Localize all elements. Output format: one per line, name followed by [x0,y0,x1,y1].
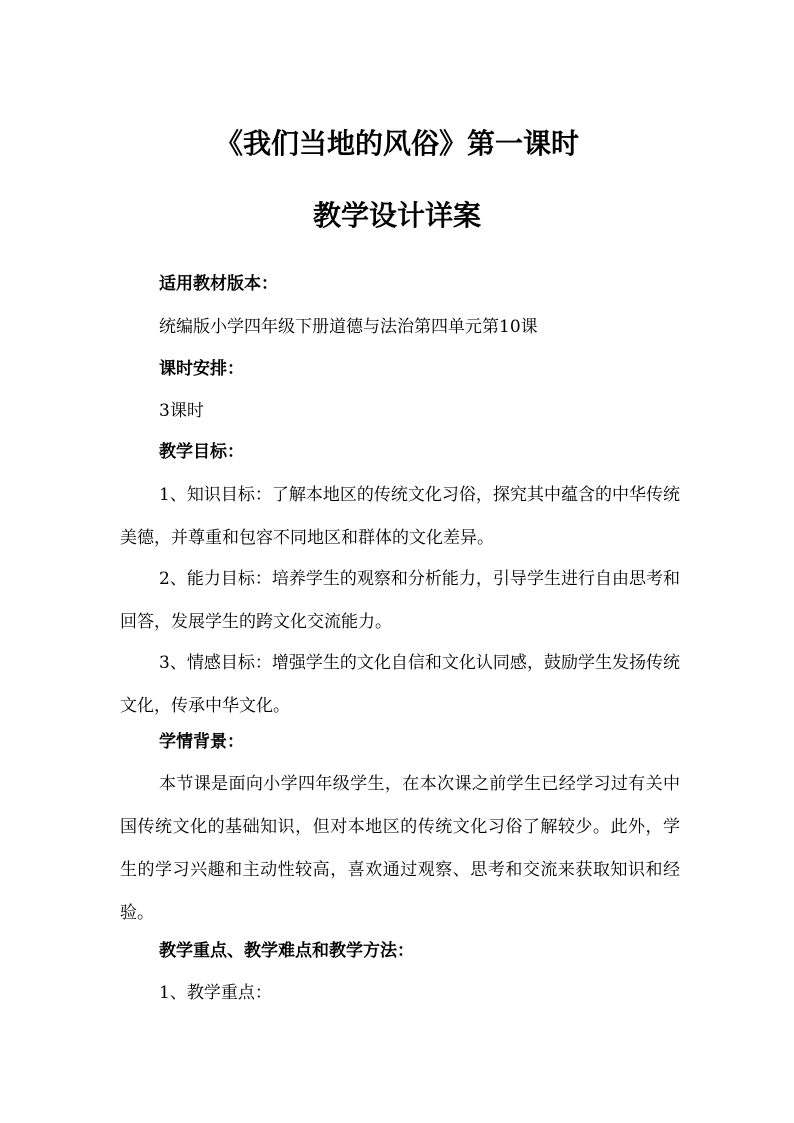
goal-ability: 2、能力目标：培养学生的观察和分析能力，引导学生进行自由思考和回答，发展学生的跨文化交流能力。 [120,569,680,632]
goal-emotion: 3、情感目标：增强学生的文化自信和文化认同感，鼓励学生发扬传统文化，传承中华文化。 [120,653,680,716]
key-point-1: 1、教学重点： [159,983,272,1003]
background-text: 本节课是面向小学四年级学生，在本次课之前学生已经学习过有关中国传统文化的基础知识，但对本地区的传统文化习俗了解较少。此外，学生的学习兴趣和主动性较高，喜欢通过观察、思考和交流来获取知识和经验。 [120,774,680,923]
schedule-heading: 课时安排： [159,359,244,379]
edition-text: 统编版小学四年级下册道德与法治第四单元第10课 [159,317,538,337]
edition-heading: 适用教材版本： [159,274,278,294]
goals-heading: 教学目标： [159,442,244,462]
document-title-line-2: 教学设计详案 [312,199,481,232]
background-heading: 学情背景： [159,732,244,752]
schedule-text: 3课时 [159,401,204,421]
key-points-heading: 教学重点、教学难点和教学方法： [159,941,414,961]
goal-knowledge: 1、知识目标：了解本地区的传统文化习俗，探究其中蕴含的中华传统美德，并尊重和包容不同地区和群体的文化差异。 [120,485,680,548]
document-title-line-1: 《我们当地的风俗》第一课时 [214,127,579,160]
